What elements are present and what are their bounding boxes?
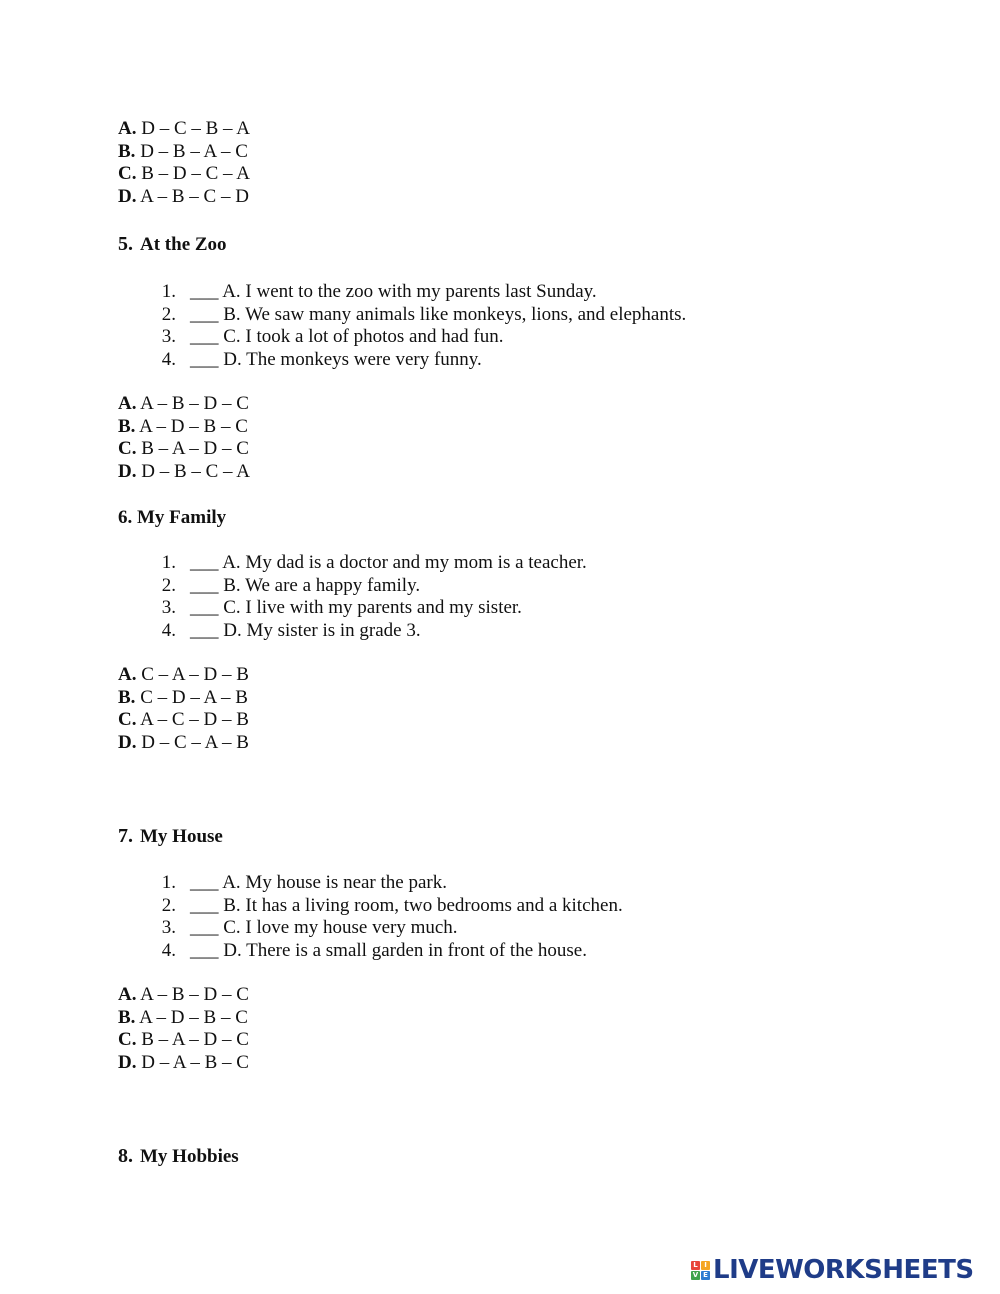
q7-option-a[interactable]: A. A – B – D – C: [118, 984, 249, 1005]
logo-mark-icon: L I V E: [691, 1261, 710, 1280]
q8-number: 8.: [118, 1145, 133, 1167]
q7-sentence-3: 3. ___ C. I love my house very much.: [161, 917, 458, 939]
q6-option-c[interactable]: C. A – C – D – B: [118, 709, 249, 731]
q7-options: [118, 984, 249, 1074]
q7-option-d[interactable]: D. D – A – B – C: [118, 1051, 249, 1073]
q5-sentence-2: 2. ___ B. We saw many animals like monkeys, lions, and elephants.: [161, 303, 687, 325]
q7-sentences: [118, 872, 623, 962]
q6-heading: [118, 507, 226, 529]
q5-sentence-4: 4. ___ D. The monkeys were very funny.: [161, 348, 482, 370]
q4-option-d[interactable]: D. A – B – C – D: [118, 185, 249, 207]
q7-option-b[interactable]: B. A – D – B – C: [118, 1006, 248, 1028]
q8-title: My Hobbies: [140, 1146, 239, 1167]
q5-options: [118, 393, 250, 483]
q7-title: My House: [140, 826, 223, 847]
q5-option-a[interactable]: A. A – B – D – C: [118, 393, 249, 414]
q7-sentence-1: 1. ___ A. My house is near the park.: [161, 872, 447, 893]
q4-option-a[interactable]: A. D – C – B – A: [118, 118, 250, 139]
q6-sentence-1: 1. ___ A. My dad is a doctor and my mom is a teacher.: [161, 552, 587, 573]
q6-sentence-4: 4. ___ D. My sister is in grade 3.: [161, 619, 421, 641]
q6-options: [118, 664, 249, 754]
q5-option-d[interactable]: D. D – B – C – A: [118, 460, 250, 482]
q4-option-c[interactable]: C. B – D – C – A: [118, 163, 250, 185]
q7-heading: [118, 825, 223, 848]
q6-option-b[interactable]: B. C – D – A – B: [118, 686, 248, 708]
q4-option-b[interactable]: B. D – B – A – C: [118, 140, 248, 162]
q5-number: 5.: [118, 233, 133, 255]
q6-sentence-2: 2. ___ B. We are a happy family.: [161, 574, 421, 596]
q5-option-c[interactable]: C. B – A – D – C: [118, 438, 249, 460]
q5-sentence-1: 1. ___ A. I went to the zoo with my parents last Sunday.: [161, 281, 597, 302]
q7-sentence-2: 2. ___ B. It has a living room, two bedrooms and a kitchen.: [161, 894, 623, 916]
q5-sentence-3: 3. ___ C. I took a lot of photos and had fun.: [161, 326, 504, 348]
q5-option-b[interactable]: B. A – D – B – C: [118, 415, 248, 437]
q8-heading: [118, 1145, 239, 1168]
q6-option-d[interactable]: D. D – C – A – B: [118, 731, 249, 753]
q7-option-c[interactable]: C. B – A – D – C: [118, 1029, 249, 1051]
q7-sentence-4: 4. ___ D. There is a small garden in front of the house.: [161, 939, 587, 961]
q6-title: 6. My Family: [118, 507, 227, 528]
q4-options: [118, 118, 250, 208]
liveworksheets-logo: [691, 1256, 974, 1284]
q7-number: 7.: [118, 825, 133, 847]
q5-heading: [118, 233, 227, 256]
q5-title: At the Zoo: [140, 234, 227, 255]
q6-option-a[interactable]: A. C – A – D – B: [118, 664, 249, 685]
logo-text: LIVEWORKSHEETS: [713, 1255, 974, 1285]
q6-sentence-3: 3. ___ C. I live with my parents and my sister.: [161, 597, 522, 619]
q6-sentences: [118, 552, 587, 642]
q5-sentences: [118, 281, 686, 371]
